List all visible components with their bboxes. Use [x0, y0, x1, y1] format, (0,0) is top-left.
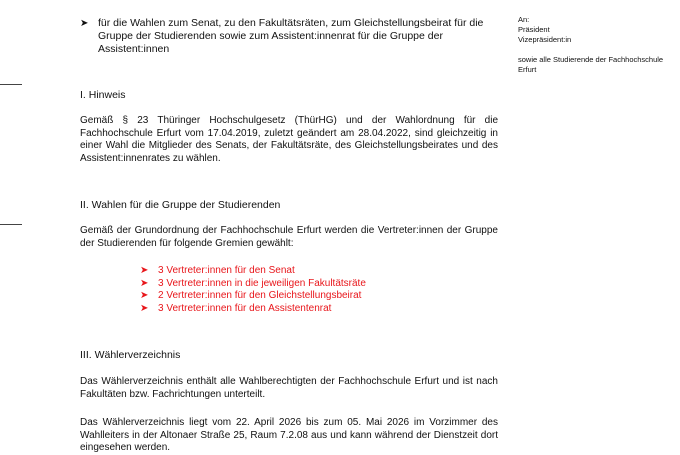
recipient-praesident: Präsident	[518, 25, 550, 34]
recipient-studierende: sowie alle Studierende der Fachhochschule Erfurt	[518, 55, 664, 74]
arrow-bullet-icon: ➤	[140, 265, 149, 276]
recipient-to-label: An:	[518, 15, 530, 24]
arrow-bullet-icon: ➤	[80, 18, 89, 29]
arrow-bullet-icon: ➤	[140, 277, 149, 289]
intro-bullet	[80, 17, 500, 56]
section-hinweis-text: Gemäß § 23 Thüringer Hochschulgesetz (ThürHG) und der Wahlordnung für die Fachhochschule Erfurt vom 17.04.2019, zuletzt geändert am 28.04.2022, sind gleichzeitig in einer Wahl die Mitglieder des Senats, der Fakultätsräte, des Gleichstellungsbeirates und des Assistent:innenrates zu wählen.	[80, 115, 498, 164]
gremien-list	[140, 265, 366, 315]
section-wahlen-title: II. Wahlen für die Gruppe der Studierenden	[80, 199, 281, 211]
list-item: ➤ 3 Vertreter:innen für den Senat	[140, 265, 295, 276]
list-item: ➤ 3 Vertreter:innen in die jeweiligen Fakultätsräte	[140, 277, 366, 289]
fold-mark-top	[0, 84, 22, 85]
arrow-bullet-icon: ➤	[140, 290, 149, 301]
fold-mark-bottom	[0, 224, 22, 225]
section-hinweis-title: I. Hinweis	[80, 89, 126, 101]
section-wahlen-text: Gemäß der Grundordnung der Fachhochschule Erfurt werden die Vertreter:innen der Gruppe der Studierenden für folgende Gremien gewählt:	[80, 225, 498, 249]
intro-text: für die Wahlen zum Senat, zu den Fakultätsräten, zum Gleichstellungsbeirat für die Gruppe der Studierenden sowie zum Assistent:innenrat für die Gruppe der Assistent:innen	[98, 17, 484, 55]
recipient-block	[518, 15, 668, 75]
section-verzeichnis-text-1: Das Wählerverzeichnis enthält alle Wahlberechtigten der Fachhochschule Erfurt und ist nach Fakultäten bzw. Fachrichtungen unterteilt.	[80, 376, 498, 400]
section-verzeichnis-text-2: Das Wählerverzeichnis liegt vom 22. April 2026 bis zum 05. Mai 2026 im Vorzimmer des Wahlleiters in der Altonaer Straße 25, Raum 7.2.08 aus und kann während der Dienstzeit dort eingesehen werden.	[80, 417, 498, 453]
arrow-bullet-icon: ➤	[140, 302, 149, 314]
list-item: ➤ 3 Vertreter:innen für den Assistentenrat	[140, 302, 332, 314]
recipient-vizepraesident: Vizepräsident:in	[518, 35, 572, 44]
list-item: ➤ 2 Vertreter:innen für den Gleichstellungsbeirat	[140, 290, 362, 301]
section-verzeichnis-title: III. Wählerverzeichnis	[80, 349, 181, 361]
